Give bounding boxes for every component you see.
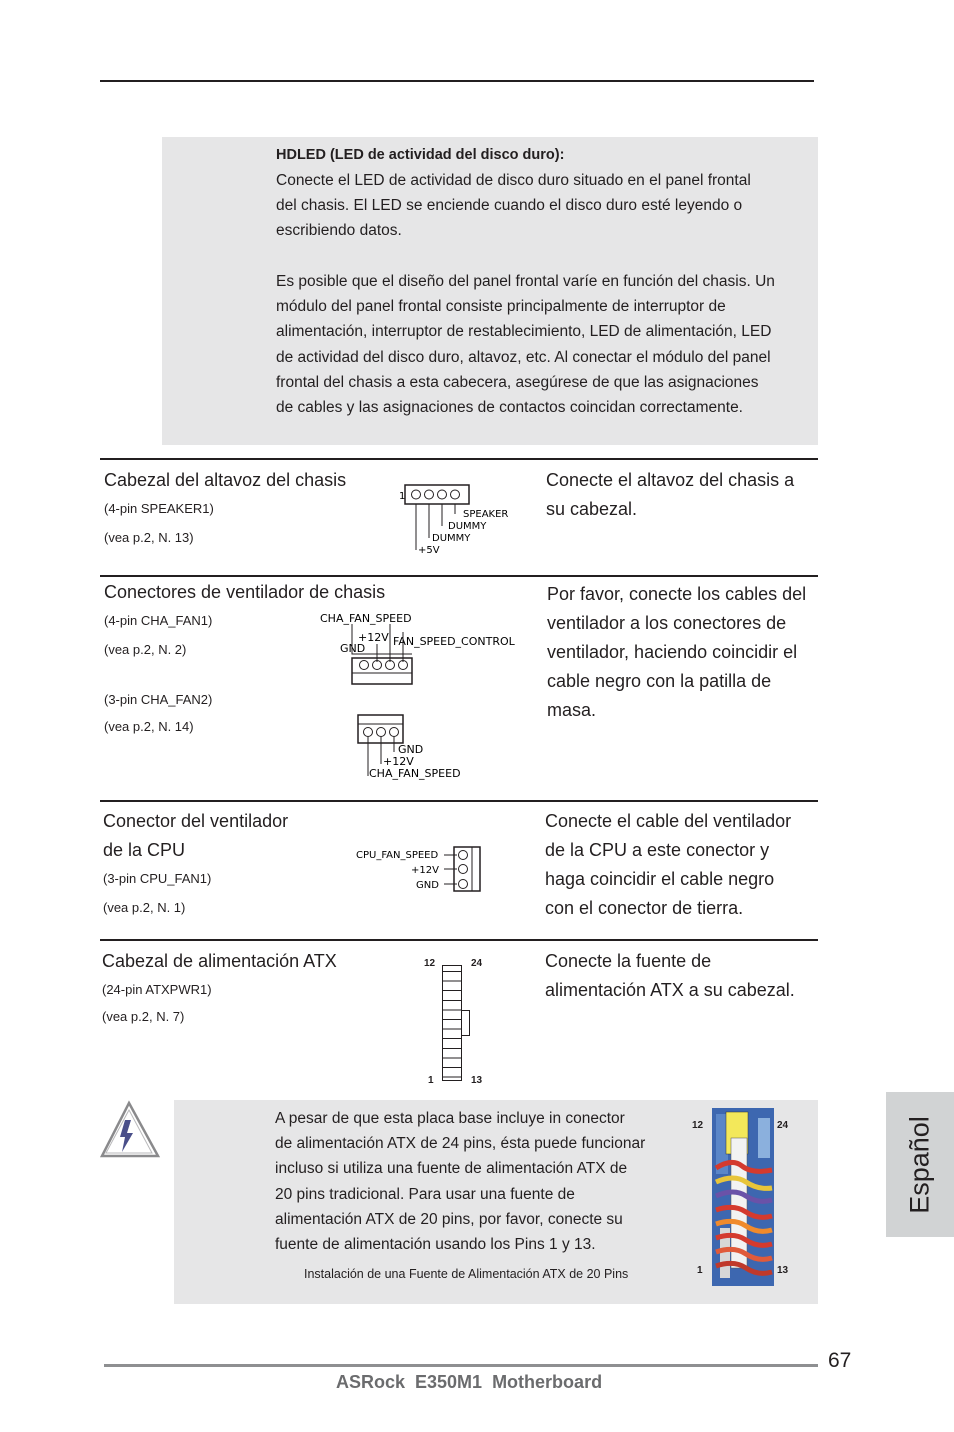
atx-diagram <box>420 955 500 1090</box>
photo-label-24: 24 <box>777 1120 789 1131</box>
cpu-fan-12v-label: +12V <box>411 865 439 876</box>
chassis-fan-ref2: (vea p.2, N. 14) <box>104 719 194 734</box>
page-number: 67 <box>828 1349 852 1372</box>
cha-fan2-speed-label: CHA_FAN_SPEED <box>369 767 461 780</box>
cpu-fan-title: Conector del ventilador de la CPU <box>103 811 289 860</box>
footer-product: ASRock E350M1 Motherboard <box>336 1372 603 1392</box>
atx-label-24: 24 <box>471 958 483 969</box>
speaker-label-dummy1: DUMMY <box>448 521 487 532</box>
cpu-fan-desc: Conecte el cable del ventilador de la CPU a este conector y haga coincidir el cable negro con el conector de tierra. <box>545 811 792 918</box>
speaker-rule <box>100 458 818 460</box>
atx-connector <box>442 965 462 1081</box>
chassis-fan-rule <box>100 575 818 577</box>
cpu-fan-pin: (3-pin CPU_FAN1) <box>103 871 212 886</box>
footer-rule <box>104 1364 818 1367</box>
chassis-fan-ref1: (vea p.2, N. 2) <box>104 642 187 657</box>
speaker-header-diagram <box>398 482 518 557</box>
atx-latch <box>462 1010 470 1036</box>
chassis-fan-desc: Por favor, conecte los cables del ventilador a los conectores de ventilador, haciendo coincidir el cable negro con la patilla de masa. <box>547 584 807 720</box>
chassis-fan-title: Conectores de ventilador de chasis <box>104 582 386 602</box>
cha-fan1-diagram <box>318 610 528 690</box>
photo-label-13: 13 <box>777 1265 789 1276</box>
cha-fan1-speed-label: CHA_FAN_SPEED <box>320 612 412 625</box>
cha-fan1-gnd-label: GND <box>340 642 366 655</box>
warning-caption: Instalación de una Fuente de Alimentación ATX de 20 Pins <box>304 1267 629 1281</box>
warning-icon <box>100 1100 162 1160</box>
hdled-title: HDLED (LED de actividad del disco duro): <box>276 147 565 163</box>
atx-rule <box>100 939 818 941</box>
atx-photo <box>690 1108 800 1288</box>
speaker-pin1-label: 1 <box>399 491 406 502</box>
photo-label-1: 1 <box>697 1265 703 1276</box>
cpu-fan-speed-label: CPU_FAN_SPEED <box>356 850 439 861</box>
speaker-label-speaker: SPEAKER <box>463 509 509 520</box>
atx-label-1: 1 <box>428 1075 434 1086</box>
cha-fan2-diagram <box>355 712 475 782</box>
atx-label-13: 13 <box>471 1075 483 1086</box>
cpu-fan-ref: (vea p.2, N. 1) <box>103 900 186 915</box>
speaker-ref: (vea p.2, N. 13) <box>104 530 194 545</box>
hdled-body: Conecte el LED de actividad de disco duro situado en el panel frontal del chasis. El LED se enciende cuando el disco duro esté leyendo o escribiendo datos. <box>276 172 751 240</box>
warning-body: A pesar de que esta placa base incluye in conector de alimentación ATX de 24 pins, ésta puede funcionar incluso si utiliza una fuente de alimentación ATX de 20 pins tradicional. Para usar una fuente de alimentación ATX de 20 pins, por favor, conecte su fuente de alimentación usando los Pins 1 y 13. <box>275 1110 646 1254</box>
atx-pin: (24-pin ATXPWR1) <box>102 982 212 997</box>
cha-fan2-gnd-label: GND <box>398 743 424 756</box>
top-rule <box>100 80 814 82</box>
cpu-fan-diagram <box>354 844 486 894</box>
cha-fan1-control-label: FAN_SPEED_CONTROL <box>393 635 515 648</box>
speaker-desc: Conecte el altavoz del chasis a su cabezal. <box>546 470 795 519</box>
atx-ref: (vea p.2, N. 7) <box>102 1009 185 1024</box>
atx-photo-image <box>712 1108 774 1286</box>
atx-desc: Conecte la fuente de alimentación ATX a su cabezal. <box>545 951 795 1000</box>
chassis-fan-pin1: (4-pin CHA_FAN1) <box>104 613 213 628</box>
atx-title: Cabezal de alimentación ATX <box>102 951 337 971</box>
speaker-pin: (4-pin SPEAKER1) <box>104 501 214 516</box>
cpu-fan-gnd-label: GND <box>416 880 439 891</box>
cha-fan2-12v-label: +12V <box>383 755 414 768</box>
speaker-label-5v: +5V <box>418 545 440 556</box>
side-tab-label: Español <box>904 1116 935 1214</box>
speaker-label-dummy2: DUMMY <box>432 533 471 544</box>
atx-label-12: 12 <box>424 958 436 969</box>
hdled-note: Es posible que el diseño del panel frontal varíe en función del chasis. Un módulo del panel frontal consiste principalmente de interruptor de alimentación, interruptor de restablecimiento, LED de alimentación, LED de actividad del disco duro, altavoz, etc. Al conectar el módulo del panel frontal del chasis a esta cabecera, asegúrese de que las asignaciones de cables y las asignaciones de contactos coincidan correctamente. <box>276 273 775 417</box>
chassis-fan-pin2: (3-pin CHA_FAN2) <box>104 692 213 707</box>
speaker-title: Cabezal del altavoz del chasis <box>104 470 347 490</box>
cpu-fan-rule <box>100 800 818 802</box>
photo-label-12: 12 <box>692 1120 704 1131</box>
cha-fan1-12v-label: +12V <box>358 631 389 644</box>
